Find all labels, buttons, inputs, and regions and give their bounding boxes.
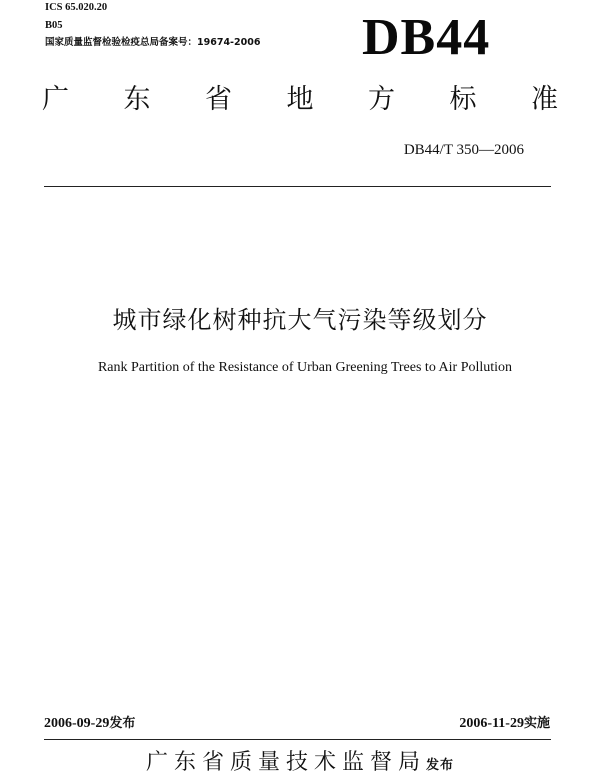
issuer-label: 发布 bbox=[426, 758, 455, 773]
issuing-authority bbox=[0, 748, 600, 781]
standard-number: DB44/T 350—2006 bbox=[403, 142, 524, 158]
issuer-name: 广东省质量技术监督局 bbox=[145, 750, 426, 775]
standard-category-heading bbox=[42, 82, 558, 118]
ics-code: ICS 65.020.20 bbox=[45, 2, 108, 13]
implementation-date-label: 实施 bbox=[523, 716, 550, 731]
heading-char: 地 bbox=[286, 84, 314, 115]
heading-char: 省 bbox=[205, 84, 232, 115]
issue-date-value: 2006-09-29 bbox=[44, 716, 110, 731]
issue-date-label: 发布 bbox=[109, 716, 136, 731]
issue-date bbox=[44, 715, 135, 733]
top-divider bbox=[44, 186, 551, 187]
record-number: 国家质量监督检验检疫总局备案号：19674-2006 bbox=[45, 37, 261, 48]
heading-char: 广 bbox=[42, 84, 69, 115]
heading-char: 方 bbox=[368, 84, 395, 115]
document-title-english: Rank Partition of the Resistance of Urban Greening Trees to Air Pollution bbox=[97, 360, 513, 375]
db44-logo: DB44 bbox=[362, 9, 491, 66]
heading-char: 标 bbox=[449, 84, 477, 115]
bottom-divider bbox=[44, 739, 551, 740]
heading-char: 东 bbox=[123, 84, 151, 115]
heading-char: 准 bbox=[531, 84, 558, 115]
document-title-chinese: 城市绿化树种抗大气污染等级划分 bbox=[112, 306, 488, 334]
implementation-date bbox=[459, 715, 550, 733]
ccs-code: B05 bbox=[45, 20, 63, 31]
implementation-date-value: 2006-11-29 bbox=[459, 716, 524, 731]
